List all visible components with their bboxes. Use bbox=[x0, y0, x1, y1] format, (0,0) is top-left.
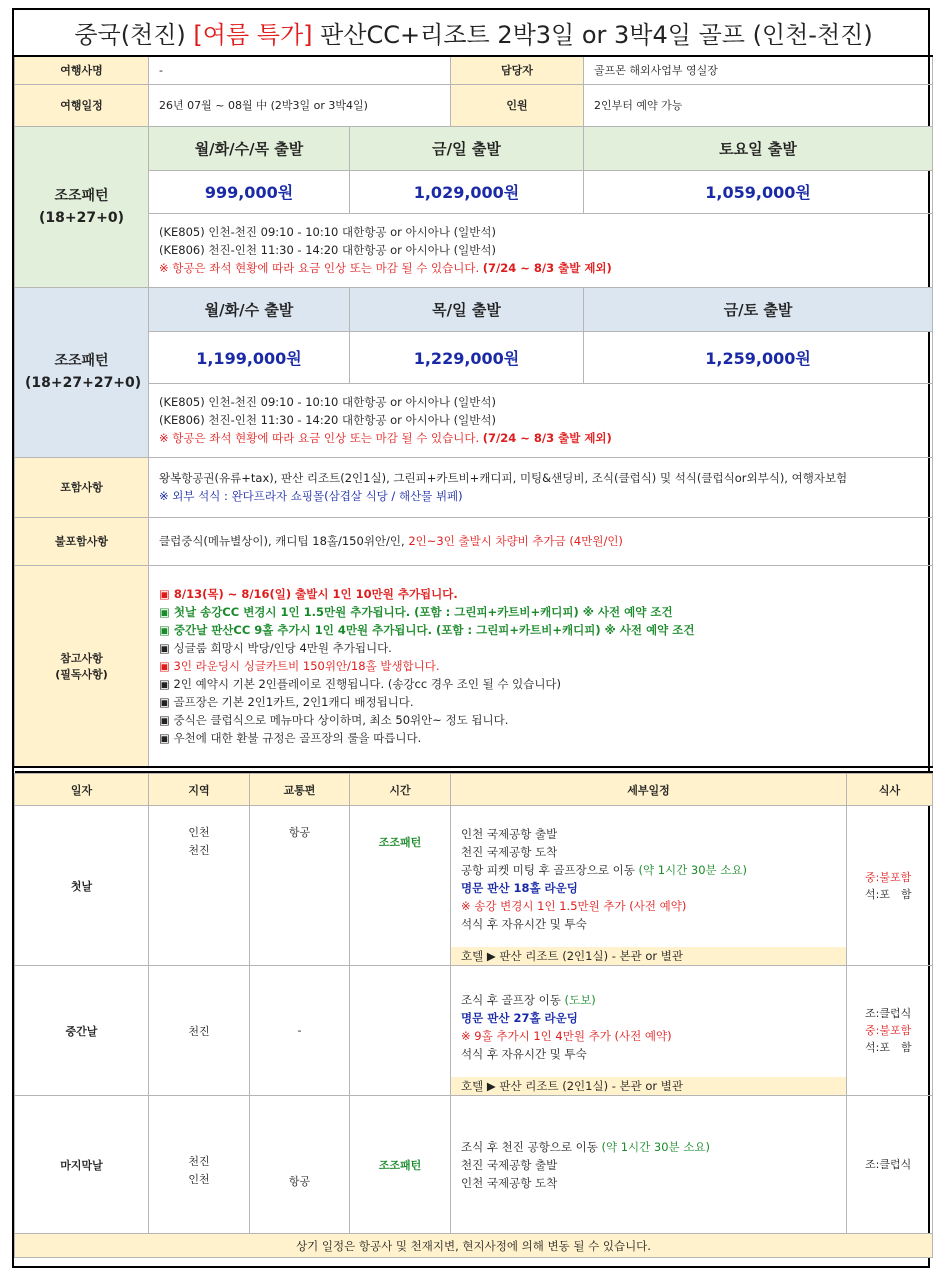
people-label: 인원 bbox=[451, 84, 584, 126]
note-item: ▣ 첫날 송강CC 변경시 1인 1.5만원 추가됩니다. (포함 : 그린피+카트비+캐디피) ※ 사전 예약 조건 bbox=[159, 604, 673, 619]
day2-time bbox=[350, 966, 451, 1096]
title-text-1: 중국(천진) bbox=[74, 21, 194, 49]
day2-meals bbox=[847, 966, 933, 1096]
col-header-details: 세부일정 bbox=[451, 774, 847, 806]
day3-details bbox=[451, 1096, 847, 1234]
note-item: ▣ 3인 라운딩시 싱글카트비 150위안/18홀 발생합니다. bbox=[159, 658, 440, 673]
day1-detail: 명문 판산 18홀 라운딩 bbox=[461, 881, 578, 895]
info-table bbox=[14, 10, 933, 773]
pattern1-note-bold: (7/24 ~ 8/3 출발 제외) bbox=[482, 261, 612, 275]
pattern2-label bbox=[15, 287, 149, 457]
day3-region bbox=[149, 1096, 250, 1234]
pattern1-header-2: 금/일 출발 bbox=[350, 126, 584, 170]
day3-region-to: 인천 bbox=[188, 1173, 210, 1186]
note-item: ▣ 중간날 판산CC 9홀 추가시 1인 4만원 추가됩니다. (포함 : 그린피+카트비+캐디피) ※ 사전 예약 조건 bbox=[159, 622, 695, 637]
pattern2-header-2: 목/일 출발 bbox=[350, 287, 584, 331]
page-title bbox=[15, 10, 933, 56]
day1-region bbox=[149, 806, 250, 966]
day3-detail: 인천 국제공항 도착 bbox=[461, 1175, 558, 1190]
excluded-content bbox=[149, 517, 933, 565]
day2-detail: 명문 판산 27홀 라운딩 bbox=[461, 1011, 578, 1025]
pattern1-rounds: (18+27+0) bbox=[39, 209, 124, 226]
included-label: 포함사항 bbox=[15, 457, 149, 517]
itinerary-day2-row bbox=[15, 966, 933, 1096]
pattern2-note bbox=[159, 429, 922, 447]
day3-time: 조조패턴 bbox=[350, 1096, 451, 1234]
day3-detail bbox=[461, 1138, 836, 1156]
day2-detail-text: 조식 후 골프장 이동 bbox=[461, 993, 565, 1007]
schedule-value: 26년 07월 ~ 08월 中 (2박3일 or 3박4일) bbox=[149, 84, 451, 126]
included-content bbox=[149, 457, 933, 517]
day2-detail-walk: (도보) bbox=[564, 993, 596, 1007]
notes-label-2: (필독사항) bbox=[55, 667, 108, 681]
day3-transport: 항공 bbox=[250, 1096, 350, 1234]
day1-region-to: 천진 bbox=[188, 844, 210, 857]
pattern1-price-2: 1,029,000원 bbox=[350, 170, 584, 213]
itinerary-day3-row bbox=[15, 1096, 933, 1234]
note-item: ▣ 8/13(목) ~ 8/16(일) 출발시 1인 10만원 추가됩니다. bbox=[159, 586, 458, 601]
day1-detail: 천진 국제공항 도착 bbox=[461, 845, 558, 859]
col-header-meals: 식사 bbox=[847, 774, 933, 806]
day2-detail: ※ 9홀 추가시 1인 4만원 추가 (사전 예약) bbox=[461, 1029, 672, 1043]
pattern1-flights bbox=[149, 213, 933, 287]
day1-detail-text: 공항 피켓 미팅 후 골프장으로 이동 bbox=[461, 863, 639, 877]
itinerary-table bbox=[14, 773, 933, 1258]
day3-region-from: 천진 bbox=[188, 1155, 210, 1168]
included-dinner-note: ※ 외부 석식 : 완다프라자 쇼핑몰(삼겹살 식당 / 해산물 뷔페) bbox=[159, 489, 463, 503]
pattern2-price-3: 1,259,000원 bbox=[584, 331, 933, 383]
pattern1-label bbox=[15, 126, 149, 287]
manager-value: 골프몬 해외사업부 영실장 bbox=[584, 56, 933, 84]
day2-meal: 석:포 함 bbox=[865, 1041, 912, 1054]
excluded-label: 불포함사항 bbox=[15, 517, 149, 565]
notes-label-1: 참고사항 bbox=[60, 651, 103, 665]
title-highlight: [여름 특가] bbox=[193, 21, 313, 49]
day2-meal: 조:클럽식 bbox=[865, 1007, 912, 1020]
pattern2-header-3: 금/토 출발 bbox=[584, 287, 933, 331]
day1-detail: 인천 국제공항 출발 bbox=[461, 827, 558, 841]
col-header-region: 지역 bbox=[149, 774, 250, 806]
itinerary-day1-row bbox=[15, 806, 933, 966]
title-text-2: 판산CC+리조트 2박3일 or 3박4일 골프 (인천-천진) bbox=[312, 21, 873, 49]
day3-detail: 천진 국제공항 출발 bbox=[461, 1157, 558, 1172]
pattern2-header-1: 월/화/수 출발 bbox=[149, 287, 350, 331]
day2-detail: 석식 후 자유시간 및 투숙 bbox=[461, 1047, 587, 1061]
pattern1-flight-back: (KE806) 천진-인천 11:30 - 14:20 대한항공 or 아시아나 (일반석) bbox=[159, 243, 496, 257]
pattern2-price-2: 1,229,000원 bbox=[350, 331, 584, 383]
col-header-time: 시간 bbox=[350, 774, 451, 806]
day1-meals bbox=[847, 806, 933, 966]
trip-name-label: 여행사명 bbox=[15, 56, 149, 84]
note-item: ▣ 골프장은 기본 2인1카트, 2인1캐디 배정됩니다. bbox=[159, 694, 414, 709]
pattern2-price-1: 1,199,000원 bbox=[149, 331, 350, 383]
day1-transport: 항공 bbox=[250, 806, 350, 966]
schedule-label: 여행일정 bbox=[15, 84, 149, 126]
day1-meal: 중:불포함 bbox=[865, 870, 912, 884]
note-item: ▣ 중식은 클럽식으로 메뉴마다 상이하며, 최소 50위안~ 정도 됩니다. bbox=[159, 712, 509, 727]
col-header-transport: 교통편 bbox=[250, 774, 350, 806]
day3-detail-text: 조식 후 천진 공항으로 이동 bbox=[461, 1139, 602, 1154]
day2-region: 천진 bbox=[149, 966, 250, 1096]
day3-detail-duration: (약 1시간 30분 소요) bbox=[601, 1139, 711, 1154]
pattern2-name: 조조패턴 bbox=[54, 353, 109, 369]
day1-detail: ※ 송강 변경시 1인 1.5만원 추가 (사전 예약) bbox=[461, 899, 687, 913]
day1-label: 첫날 bbox=[15, 806, 149, 966]
excluded-vehicle-fee: 2인~3인 출발시 차량비 추가금 (4만원/인) bbox=[408, 534, 623, 548]
day1-detail bbox=[461, 861, 836, 879]
pattern1-note-text: ※ 항공은 좌석 현황에 따라 요금 인상 또는 마감 될 수 있습니다. bbox=[159, 261, 483, 275]
people-value: 2인부터 예약 가능 bbox=[584, 84, 933, 126]
pattern1-name: 조조패턴 bbox=[54, 187, 109, 204]
day1-detail: 석식 후 자유시간 및 투숙 bbox=[461, 917, 587, 931]
pattern1-flight-out: (KE805) 인천-천진 09:10 - 10:10 대한항공 or 아시아나 (일반석) bbox=[159, 225, 496, 239]
pattern2-flight-out: (KE805) 인천-천진 09:10 - 10:10 대한항공 or 아시아나 (일반석) bbox=[159, 395, 496, 409]
day3-label: 마지막날 bbox=[15, 1096, 149, 1234]
day1-time: 조조패턴 bbox=[350, 806, 451, 966]
section-divider bbox=[15, 767, 933, 772]
col-header-date: 일자 bbox=[15, 774, 149, 806]
pattern1-header-1: 월/화/수/목 출발 bbox=[149, 126, 350, 170]
day3-meal: 조:클럽식 bbox=[865, 1158, 912, 1171]
excluded-text: 클럽중식(메뉴별상이), 캐디팁 18홀/150위안/인, bbox=[159, 534, 409, 548]
day2-meal: 중:불포함 bbox=[865, 1024, 912, 1037]
trip-name-value: - bbox=[149, 56, 451, 84]
pattern2-note-text: ※ 항공은 좌석 현황에 따라 요금 인상 또는 마감 될 수 있습니다. bbox=[159, 431, 483, 445]
day2-transport: - bbox=[250, 966, 350, 1096]
notes-label bbox=[15, 565, 149, 767]
pattern2-note-bold: (7/24 ~ 8/3 출발 제외) bbox=[482, 431, 612, 445]
pattern1-note bbox=[159, 259, 922, 277]
pattern1-price-3: 1,059,000원 bbox=[584, 170, 933, 213]
pattern1-header-3: 토요일 출발 bbox=[584, 126, 933, 170]
document-frame bbox=[12, 8, 930, 1268]
note-item: ▣ 싱글룸 희망시 박당/인당 4만원 추가됩니다. bbox=[159, 640, 392, 655]
pattern2-flight-back: (KE806) 천진-인천 11:30 - 14:20 대한항공 or 아시아나 (일반석) bbox=[159, 413, 496, 427]
day1-detail-duration: (약 1시간 30분 소요) bbox=[638, 863, 748, 877]
day2-label: 중간날 bbox=[15, 966, 149, 1096]
day1-meal: 석:포 함 bbox=[865, 887, 912, 901]
day2-hotel: 호텔 ▶ 판산 리조트 (2인1실) - 본관 or 별관 bbox=[451, 1077, 846, 1095]
pattern2-rounds: (18+27+27+0) bbox=[25, 375, 142, 391]
note-item: ▣ 2인 예약시 기본 2인플레이로 진행됩니다. (송강cc 경우 조인 될 수 있습니다) bbox=[159, 676, 562, 691]
note-item: ▣ 우천에 대한 환불 규정은 골프장의 룰을 따릅니다. bbox=[159, 730, 422, 745]
day1-details bbox=[451, 806, 847, 966]
day1-region-from: 인천 bbox=[188, 826, 210, 839]
day1-hotel: 호텔 ▶ 판산 리조트 (2인1실) - 본관 or 별관 bbox=[451, 947, 846, 965]
day3-meals bbox=[847, 1096, 933, 1234]
pattern2-flights bbox=[149, 383, 933, 457]
notes-content bbox=[149, 565, 933, 767]
pattern1-price-1: 999,000원 bbox=[149, 170, 350, 213]
day2-details bbox=[451, 966, 847, 1096]
manager-label: 담당자 bbox=[451, 56, 584, 84]
footer-note: 상기 일정은 항공사 및 천재지변, 현지사정에 의해 변동 될 수 있습니다. bbox=[15, 1234, 933, 1258]
day2-detail bbox=[461, 991, 836, 1009]
included-line: 왕복항공권(유류+tax), 판산 리조트(2인1실), 그린피+카트비+캐디피, 미팅&샌딩비, 조식(클럽식) 및 석식(클럽식or외부식), 여행자보험 bbox=[159, 471, 848, 485]
